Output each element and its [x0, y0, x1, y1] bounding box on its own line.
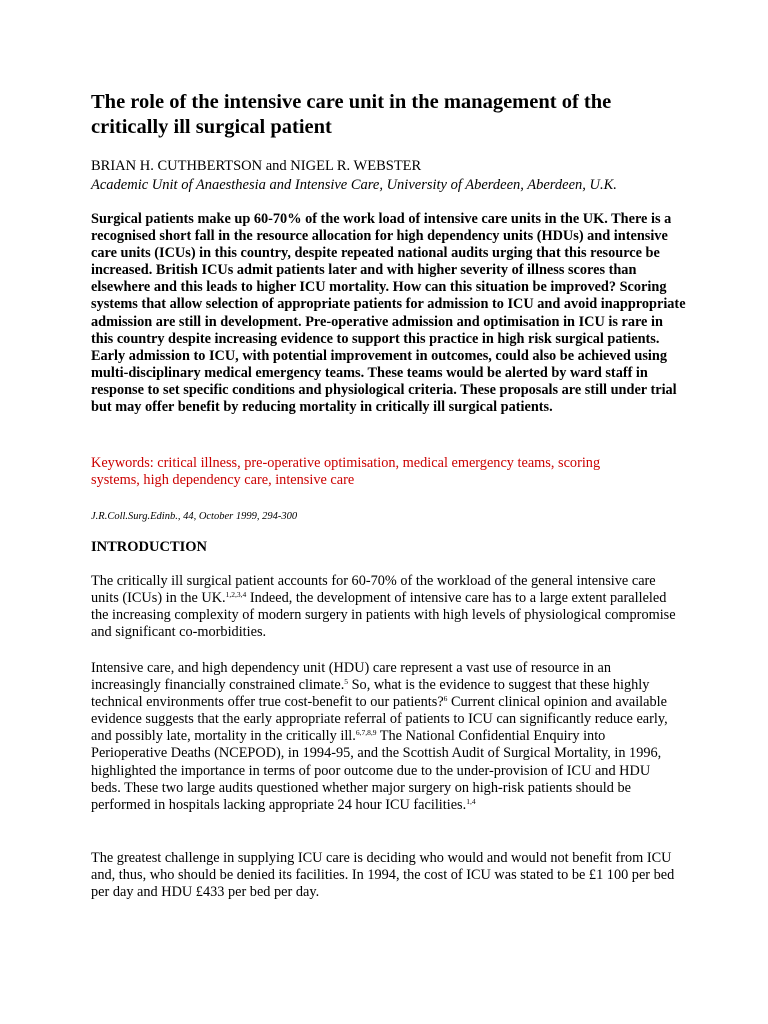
paragraph-text: Intensive care, and high dependency unit (HDU) care represent a vast use of resource in an increasingly financially constrained climate.: [91, 660, 612, 694]
author-affiliation: Academic Unit of Anaesthesia and Intensive Care, University of Aberdeen, Aberdeen, U.K.: [91, 177, 617, 193]
article-title: The role of the intensive care unit in the management of the critically ill surgical patient: [91, 91, 612, 138]
keywords: Keywords: critical illness, pre-operative optimisation, medical emergency teams, scoring systems, high dependency care, intensive care: [91, 455, 601, 489]
journal-citation: J.R.Coll.Surg.Edinb., 44, October 1999, 294-300: [91, 511, 298, 522]
body-paragraph-2: [91, 660, 676, 814]
author-list: BRIAN H. CUTHBERTSON and NIGEL R. WEBSTER: [91, 158, 422, 174]
paragraph-text: Current clinical opinion and available evidence suggests that the early appropriate referral of patients to ICU can significantly reduce early, and possibly late, mortality in the critically ill.: [91, 694, 668, 745]
paragraph-text: The critically ill surgical patient accounts for 60-70% of the workload of the general intensive care units (ICUs) in the UK.: [91, 573, 656, 607]
paragraph-text: So, what is the evidence to suggest that these highly technical environments offer true cost-benefit to our patients?: [91, 677, 650, 711]
paragraph-text: The National Confidential Enquiry into Perioperative Deaths (NCEPOD), in 1994-95, and the Scottish Audit of Surgical Mortality, in 1996, highlighted the importance in terms of poor outcome due to the under-provision of ICU and HDU beds. These two large audits questioned whether major surgery on high-risk patients should be performed in hospitals lacking appropriate 24 hour ICU facilities.: [91, 728, 662, 813]
abstract: Surgical patients make up 60-70% of the work load of intensive care units in the UK. There is a recognised short fall in the resource allocation for high dependency units (HDUs) and intensive care units (ICUs) in this country, despite repeated national audits urging that this resource be increased. British ICUs admit patients later and with higher severity of illness scores than elsewhere and this leads to higher ICU mortality. How can this situation be improved? Scoring systems that allow selection of appropriate patients for admission to ICU and avoid inappropriate admission are still in development. Pre-operative admission and optimisation in ICU is rare in this country despite increasing evidence to support this practice in high risk surgical patients. Early admission to ICU, with potential improvement in outcomes, could also be achieved using multi-disciplinary medical emergency teams. These teams would be alerted by ward staff in response to set specific conditions and physiological criteria. These proposals are still under trial but may offer benefit by reducing mortality in critically ill surgical patients.: [91, 211, 686, 416]
reference-superscript: 6: [443, 694, 448, 704]
paragraph-text: Indeed, the development of intensive care has to a large extent paralleled the increasing complexity of modern surgery in patients with high levels of physiological compromise and significant co-morbidities.: [91, 590, 676, 641]
reference-superscript: 6,7,8,9: [355, 728, 377, 738]
reference-superscript: 5: [344, 677, 349, 687]
reference-superscript: 1,2,3,4: [225, 590, 247, 600]
section-heading-introduction: INTRODUCTION: [91, 539, 208, 555]
body-paragraph-3: The greatest challenge in supplying ICU care is deciding who would and would not benefit from ICU and, thus, who should be denied its facilities. In 1994, the cost of ICU was stated to be £1 100 per bed per day and HDU £433 per bed per day.: [91, 850, 675, 901]
reference-superscript: 1,4: [466, 796, 476, 806]
body-paragraph-1: [91, 573, 676, 641]
